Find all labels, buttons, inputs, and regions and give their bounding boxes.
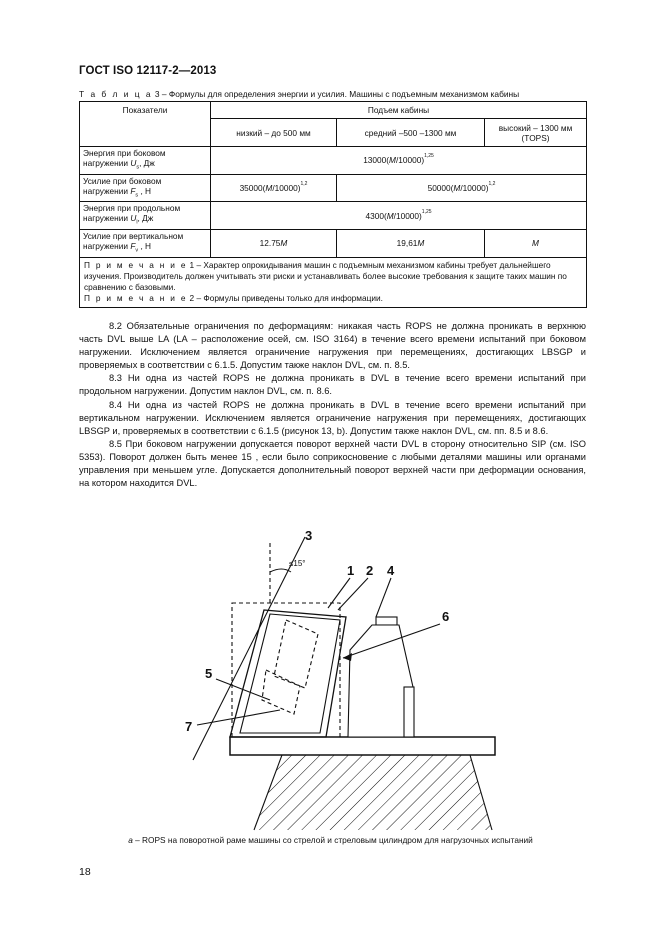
figure-label-7: 7 bbox=[185, 719, 193, 734]
dvl-box bbox=[274, 620, 318, 688]
rops-deformed bbox=[230, 610, 346, 737]
paragraph-8-5: 8.5 При боковом нагружении допускается поворот верхней части DVL в сторону относительно SIP (см. ISO 5353). Поворот должен быть менее 15 , если было соприкосновение с любыми деталями машины или органами управления при меньшем угле. Допускается дополнительный поворот верхней части при деформации основания, на котором находится DVL. bbox=[79, 438, 586, 489]
row-label: Усилие при вертикальном нагружении $F_v$ , Н bbox=[80, 229, 211, 257]
header-low-lift: низкий – до 500 мм bbox=[211, 119, 337, 147]
figure-label-6: 6 bbox=[442, 609, 450, 624]
page-number: 18 bbox=[79, 866, 91, 878]
paragraph-8-2: 8.2 Обязательные ограничения по деформациям: никакая часть ROPS не должна проникать в верхнюю часть DVL выше LA (LA – расположение осей, см. ISO 3164) в течение всего времени испытаний при боковом нагружении. Исключением является ограничение нагружения при перемещениях, достигающих LBSGP и проверяемых в соответствии с 6.1.5. Допустим также наклон DVL, см. п. 8.5. bbox=[79, 321, 586, 371]
figure-angle-label: ≤15° bbox=[289, 559, 306, 568]
figure-label-1: 1 bbox=[347, 563, 355, 578]
formula-cell: 12.75M bbox=[211, 229, 337, 257]
note-2: П р и м е ч а н и е 2 – Формулы приведены только для информации. bbox=[84, 292, 383, 303]
figure-label-5: 5 bbox=[205, 666, 213, 681]
base-beam bbox=[230, 737, 495, 755]
row-label: Усилие при боковом нагружении $F_s$ , Н bbox=[80, 174, 211, 202]
header-mid-lift: средний –500 –1300 мм bbox=[337, 119, 485, 147]
table-caption-prefix: Т а б л и ц а bbox=[79, 89, 153, 99]
row-label: Энергия при продольном нагружении $U_l$, Дж bbox=[80, 202, 211, 230]
header-cab-lift: Подъем кабины bbox=[211, 102, 587, 119]
formula-cell: $50000(M/10000)^{1,2}$ bbox=[337, 174, 587, 202]
document-header: ГОСТ ISO 12117-2—2013 bbox=[79, 65, 217, 77]
column bbox=[348, 625, 413, 737]
figure-label-4: 4 bbox=[387, 563, 395, 578]
figure-label-3: 3 bbox=[305, 528, 313, 543]
row-label: Энергия при боковом нагружении $U_s$, Дж bbox=[80, 147, 211, 175]
note-1: П р и м е ч а н и е 1 – Характер опрокидывания машин с подъемным механизмом кабины требует дальнейшего изучения. Производитель должен учитывать эти риски и устанавливать более высокие требования к защите таких машин по сравнению с базовыми. bbox=[84, 259, 567, 292]
table-caption-text: 3 – Формулы для определения энергии и усилия. Машины с подъемным механизмом кабины bbox=[152, 89, 520, 99]
paragraph-8-4: 8.4 Ни одна из частей ROPS не должна проникать в DVL в течение всего времени испытаний при вертикальном нагружении. Исключением является ограничение нагружения при перемещениях, достигающих LBSGP и, проверяемых в соответствии с 6.1.5 (рисунок 13, b). Допустим также наклон DVL, см. пп. 8.5 и 8.6. bbox=[79, 399, 586, 436]
figure-caption: а – ROPS на поворотной раме машины со стрелой и стреловым цилиндром для нагрузочных испытаний bbox=[128, 835, 533, 845]
header-high-lift: высокий – 1300 мм (TOPS) bbox=[485, 119, 587, 147]
paragraph-8-3: 8.3 Ни одна из частей ROPS не должна проникать в DVL в течение всего времени испытаний при продольном нагружении. Допустим наклон DVL, см. п. 8.6. bbox=[79, 373, 586, 397]
column-top bbox=[376, 617, 397, 625]
foundation bbox=[254, 755, 492, 830]
formula-cell: M bbox=[485, 229, 587, 257]
formula-cell: $35000(M/10000)^{1,2}$ bbox=[211, 174, 337, 202]
formula-cell: $13000(M/10000)^{1,25}$ bbox=[211, 147, 587, 175]
header-indicators: Показатели bbox=[80, 102, 211, 147]
formula-cell: $4300(M/10000)^{1,25}$ bbox=[211, 202, 587, 230]
formula-cell: 19,61M bbox=[337, 229, 485, 257]
figure-label-2: 2 bbox=[366, 563, 374, 578]
